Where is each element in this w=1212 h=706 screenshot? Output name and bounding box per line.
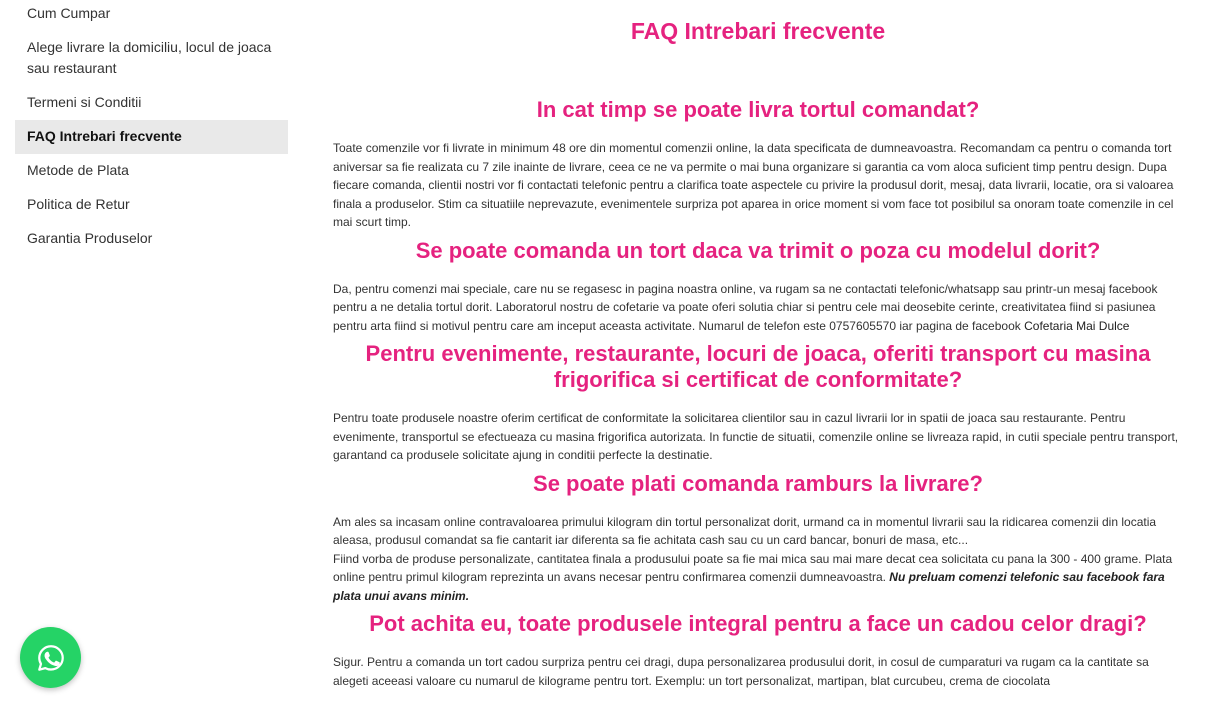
faq-answer [333, 280, 1183, 336]
page-title: FAQ Intrebari frecvente [630, 18, 886, 44]
faq-answer-emphasis: Nu preluam comenzi telefonic sau facebook fara plata unui avans minim. [333, 570, 1165, 603]
main-content [333, 0, 1183, 690]
sidebar-item-alege-livrare[interactable]: Alege livrare la domiciliu, locul de joaca sau restaurant [27, 39, 272, 76]
sidebar-item-faq[interactable]: FAQ Intrebari frecvente [15, 120, 288, 154]
whatsapp-icon [36, 643, 66, 673]
faq-answer: Pentru toate produsele noastre oferim certificat de conformitate la solicitarea clientilor sau in cazul livrarii lor in spatii de joaca sau restaurante. Pentru evenimente, transportul se efectueaza cu masina frigorifica autorizata. In functie de situatii, comenzile online se livreaza rapid, in cutii speciale pentru transport, garantand ca produsele solicitate ajung in conditii perfecte la destinatie. [333, 411, 1179, 462]
faq-answer-text: Da, pentru comenzi mai speciale, care nu se regasesc in pagina noastra online, va rugam sa ne contactati telefonic/whatsapp sau printr-un mesaj facebook pentru a ne detalia tortul dorit. Laboratorul nostru de cofetarie va poate oferi solutia chiar si pentru cele mai deosebite cerinte, creativitatea fiind si pasiunea pentru arta fiind si motivul pentru care am inceput aceasta activitate. Numarul de telefon este 0757605570 iar pagina de facebook [333, 281, 1158, 333]
faq-question: Pot achita eu, toate produsele integral pentru a face un cadou celor dragi? [369, 611, 1147, 636]
faq-answer: Am ales sa incasam online contravaloarea primului kilogram din tortul personalizat dorit, urmand ca in momentul livrarii sau la ridicarea comenzii din locatia aleasa, produsul comandat sa fie cantarit iar diferenta sa fie achitata cash sau cu un card bancar, bonuri de masa, etc... [333, 514, 1157, 547]
sidebar-item-cum-cumpar[interactable]: Cum Cumpar [27, 5, 111, 21]
sidebar-item-metode-plata[interactable]: Metode de Plata [27, 162, 129, 178]
whatsapp-chat-button[interactable] [20, 627, 81, 688]
facebook-page-link[interactable]: Cofetaria Mai Dulce [1024, 318, 1130, 333]
sidebar-nav [15, 0, 288, 256]
faq-question: Se poate comanda un tort daca va trimit o poza cu modelul dorit? [415, 237, 1101, 263]
faq-answer: Sigur. Pentru a comanda un tort cadou surpriza pentru cei dragi, dupa personalizarea produsului dorit, in cosul de cumparaturi va rugam ca la cantitate sa alegeti aceeasi valoare cu numarul de kilograme pentru tort. Exemplu: un tort personalizat, martipan, blat curcubeu, crema de ciocolata [333, 655, 1149, 688]
faq-question: Pentru evenimente, restaurante, locuri de joaca, oferiti transport cu masina frigorifica si certificat de conformitate? [365, 341, 1151, 392]
sidebar-item-politica-retur[interactable]: Politica de Retur [27, 196, 130, 212]
faq-answer-text: Fiind vorba de produse personalizate, cantitatea finala a produsului poate sa fie mai mica sau mai mare decat cea solicitata cu pana la 300 - 400 grame. Plata online pentru primul kilogram reprezinta un avans necesar pentru confirmarea comenzii dumneavoastra. [333, 551, 1173, 584]
sidebar-item-termeni-conditii[interactable]: Termeni si Conditii [27, 94, 142, 110]
sidebar-item-garantia-produselor[interactable]: Garantia Produselor [27, 230, 153, 246]
faq-question: Se poate plati comanda ramburs la livrare? [533, 470, 983, 496]
faq-question: In cat timp se poate livra tortul comandat? [536, 97, 980, 122]
faq-answer: Toate comenzile vor fi livrate in minimum 48 ore din momentul comenzii online, la data specificata de dumneavoastra. Recomandam ca pentru o comanda tort aniversar sa fie realizata cu 7 zile inainte de livrare, ceea ce ne va permite o mai buna organizare si garantia ca vom aloca suficient timp pentru design. Dupa fiecare comanda, clientii nostri vor fi contactati telefonic pentru a clarifica toate aspectele cu privire la produsul dorit, mesaj, data livrarii, locatie, ora si valoarea finala a produselor. Stim ca situatiile neprevazute, evenimentele surpriza pot aparea in orice moment si vom face tot posibilul sa onoram toate comenzile in cel mai scurt timp. [333, 141, 1174, 229]
faq-answer-continued [333, 550, 1183, 606]
